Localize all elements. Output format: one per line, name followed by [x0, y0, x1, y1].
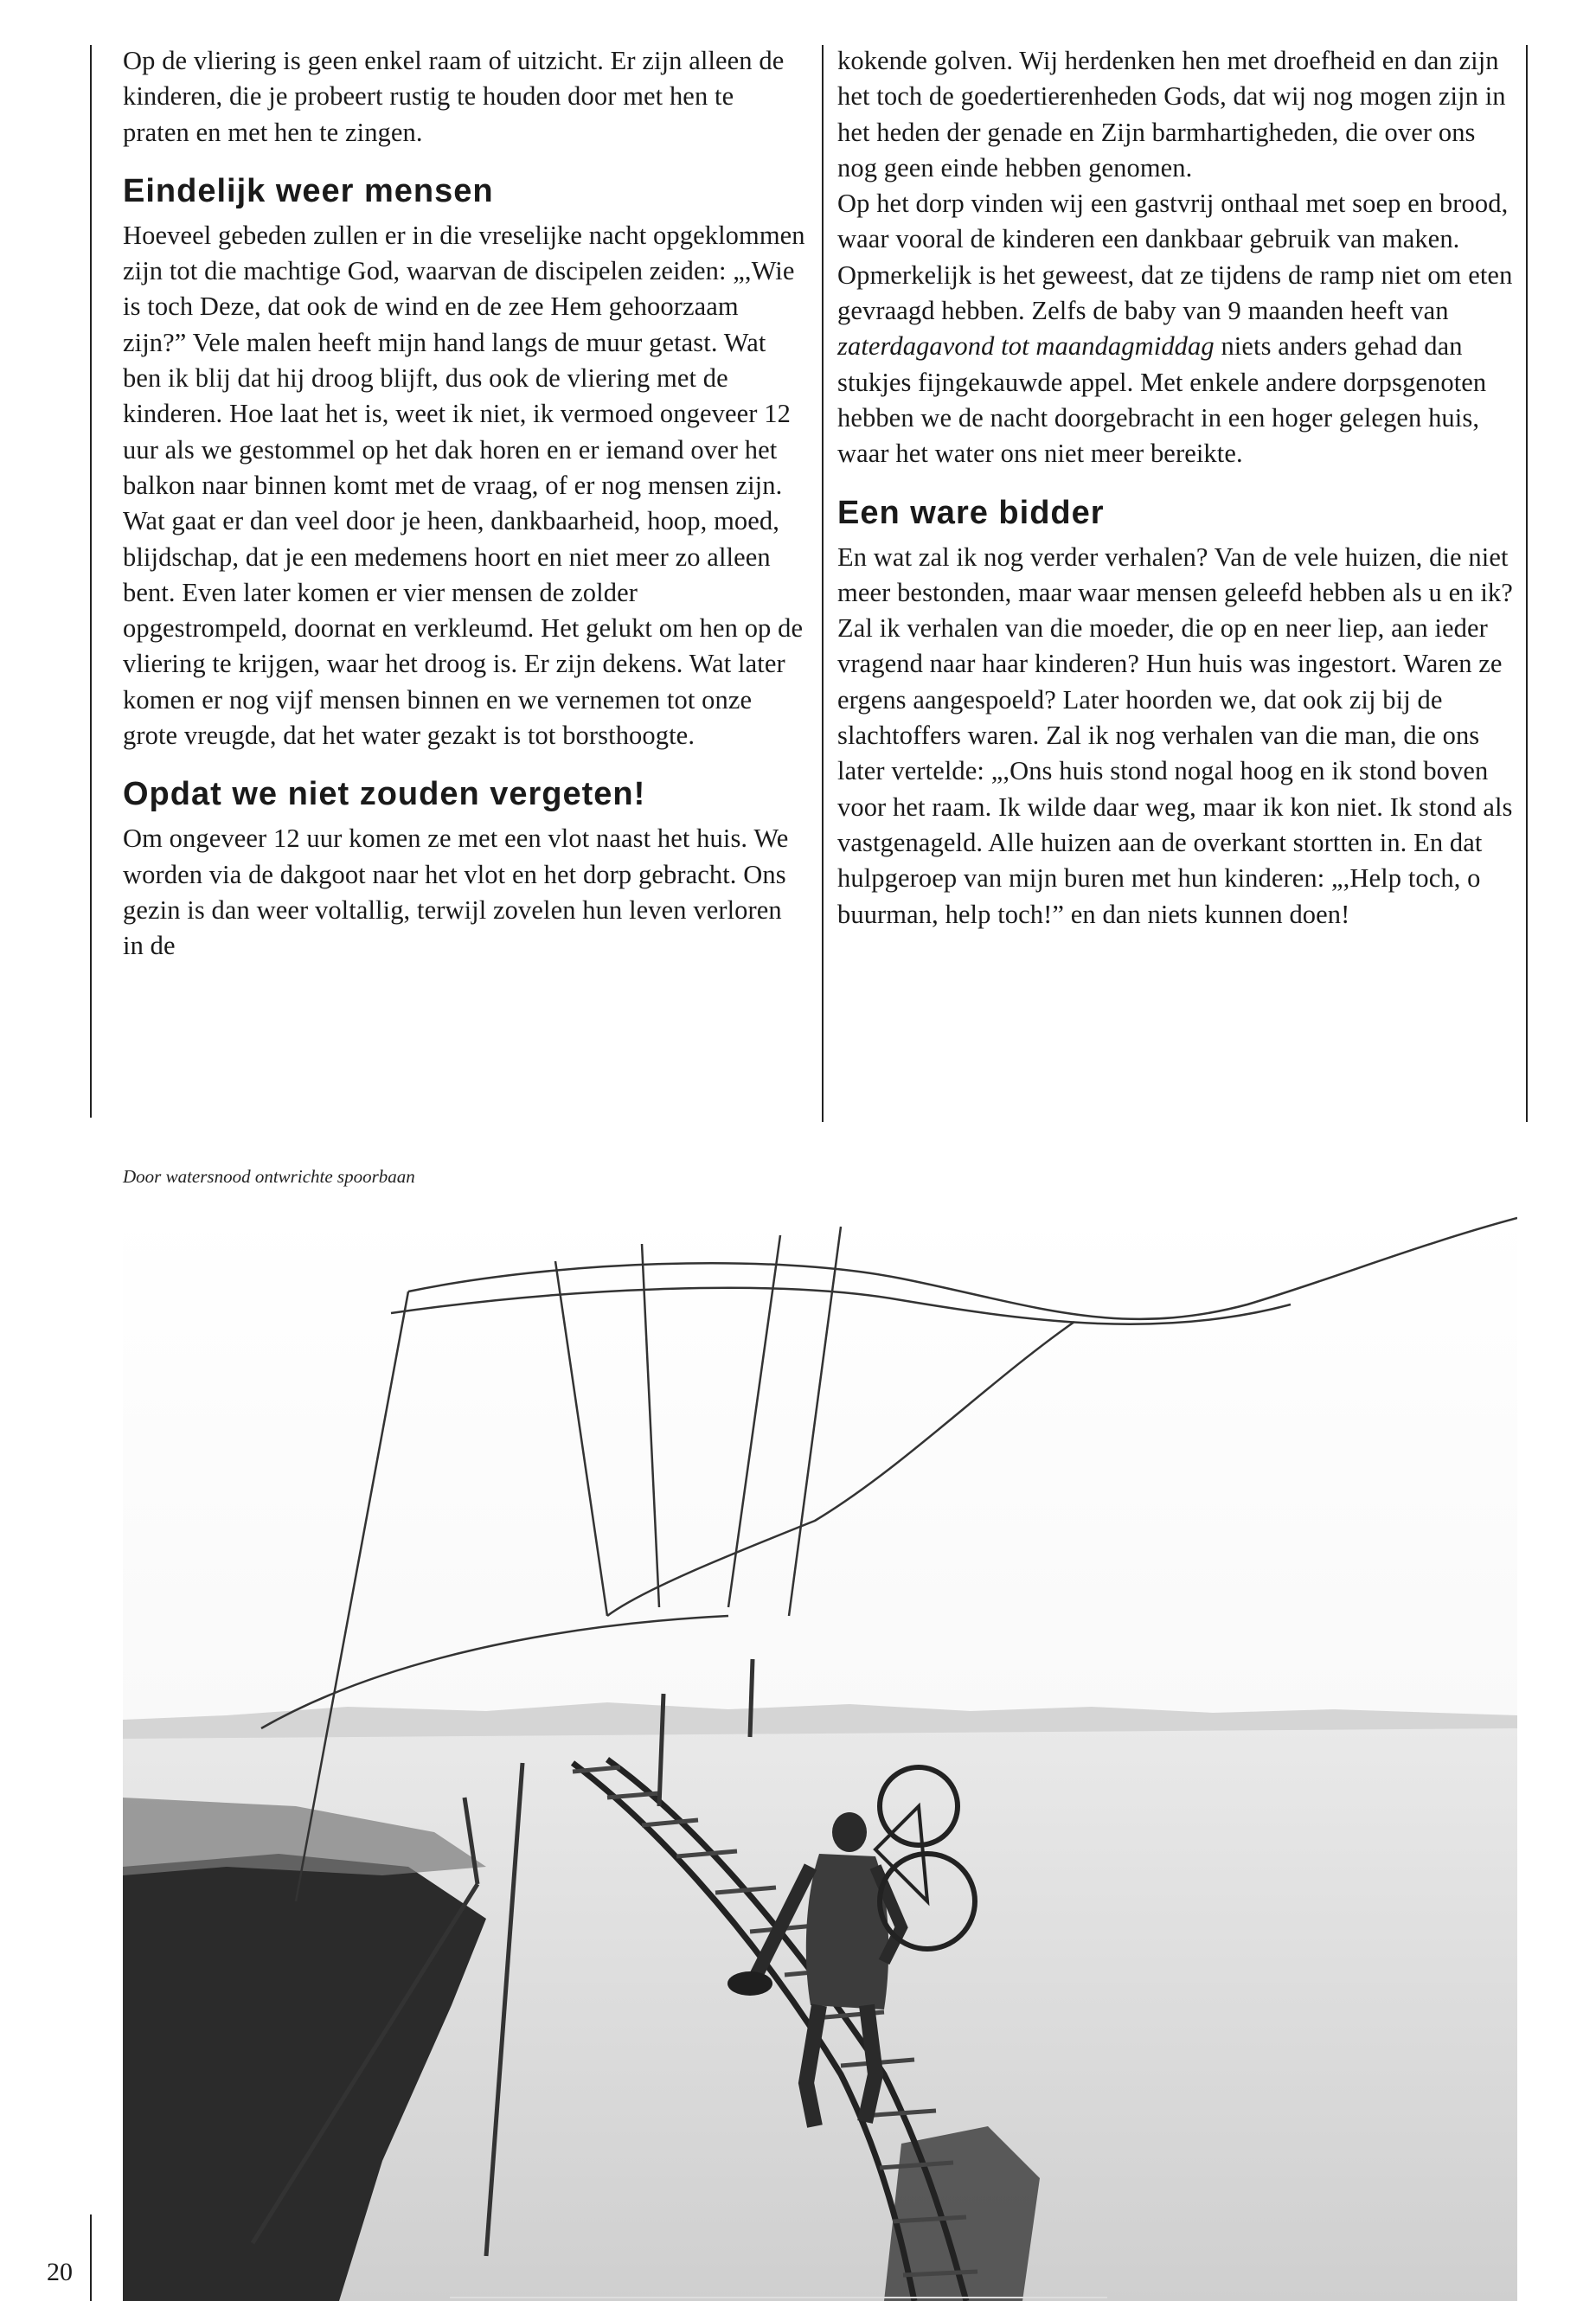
left-column [123, 43, 806, 965]
page-number-rule [90, 2214, 92, 2301]
right-column-rule [1526, 45, 1528, 1122]
right-paragraph-2-end: niets anders gehad dan stukjes fijngekauwde appel. Met enkele andere dorpsgenoten hebben we de nacht doorgebracht in een hoger gelegen huis, waar het water ons niet meer bereikte. [837, 331, 1487, 469]
right-paragraph-2 [837, 186, 1516, 471]
left-paragraph-3: Om ongeveer 12 uur komen ze met een vlot naast het huis. We worden via de dakgoot naar het vlot en het dorp gebracht. Ons gezin is dan weer voltallig, terwijl zovelen hun leven verloren in de [123, 824, 789, 961]
heading-opdat-we-niet-zouden-vergeten: Opdat we niet zouden vergeten! [123, 776, 646, 813]
photo-damaged-railway [123, 1209, 1517, 2301]
center-column-rule [822, 45, 824, 1122]
railway-photo-illustration [123, 1209, 1517, 2301]
right-paragraph-2-start: Op het dorp vinden wij een gastvrij onthaal met soep en brood, waar vooral de kinderen een dankbaar gebruik van maken. Opmerkelijk is het geweest, dat ze tijdens de ramp niet om eten gevraagd hebben. Zelfs de baby van 9 maanden heeft van [837, 189, 1513, 326]
heading-eindelijk-weer-mensen: Eindelijk weer mensen [123, 172, 494, 209]
left-paragraph-2: Hoeveel gebeden zullen er in die vreselijke nacht opgeklommen zijn tot die machtige God, waarvan de discipelen zeiden: „,Wie is toch Deze, dat ook de wind en de zee Hem gehoorzaam zijn?” Vele malen heeft mijn hand langs de muur getast. Wat ben ik blij dat hij droog blijft, dus ook de vliering met de kinderen. Hoe laat het is, weet ik niet, ik vermoed ongeveer 12 uur als we gestommel op het dak horen en er iemand over het balkon naar binnen komt met de vraag, of er nog mensen zijn. Wat gaat er dan veel door je heen, dankbaarheid, hoop, moed, blijdschap, dat je een medemens hoort en niet meer zo alleen bent. Even later komen er vier mensen de zolder opgestrompeld, doornat en verkleumd. Het gelukt om hen op de vliering te krijgen, waar het droog is. Er zijn dekens. Wat later komen er nog vijf mensen binnen en we vernemen tot onze grote vreugde, dat het water gezakt is tot borsthoogte. [123, 220, 805, 751]
left-column-rule [90, 45, 92, 1118]
left-paragraph-1: Op de vliering is geen enkel raam of uitzicht. Er zijn alleen de kinderen, die je probeert rustig te houden door met hen te praten en met hen te zingen. [123, 46, 785, 147]
right-paragraph-1: kokende golven. Wij herdenken hen met droefheid en dan zijn het toch de goedertierenheden Gods, dat wij nog mogen zijn in het heden der genade en Zijn barmhartigheden, die over ons nog geen einde hebben genomen. [837, 46, 1506, 183]
photo-caption: Door watersnood ontwrichte spoorbaan [123, 1166, 415, 1187]
bottom-rule [450, 2297, 1107, 2298]
page-number: 20 [47, 2258, 73, 2286]
heading-een-ware-bidder: Een ware bidder [837, 494, 1105, 531]
right-column [837, 43, 1516, 933]
right-paragraph-2-italic: zaterdagavond tot maandagmiddag [837, 331, 1215, 362]
right-paragraph-3: En wat zal ik nog verder verhalen? Van de vele huizen, die niet meer bestonden, maar waar mensen geleefd hebben als u en ik? Zal ik verhalen van die moeder, die op en neer liep, aan ieder vragend naar haar kinderen? Hun huis was ingestort. Waren ze ergens aangespoeld? Later hoorden we, dat ook zij bij de slachtoffers waren. Zal ik nog verhalen van die man, die ons later vertelde: „,Ons huis stond nogal hoog en ik stond boven voor het raam. Ik wilde daar weg, maar ik kon niet. Ik stond als vastgenageld. Alle huizen aan de overkant stortten in. En dat hulpgeroep van mijn buren met hun kinderen: „,Help toch, o buurman, help toch!” en dan niets kunnen doen! [837, 542, 1513, 929]
